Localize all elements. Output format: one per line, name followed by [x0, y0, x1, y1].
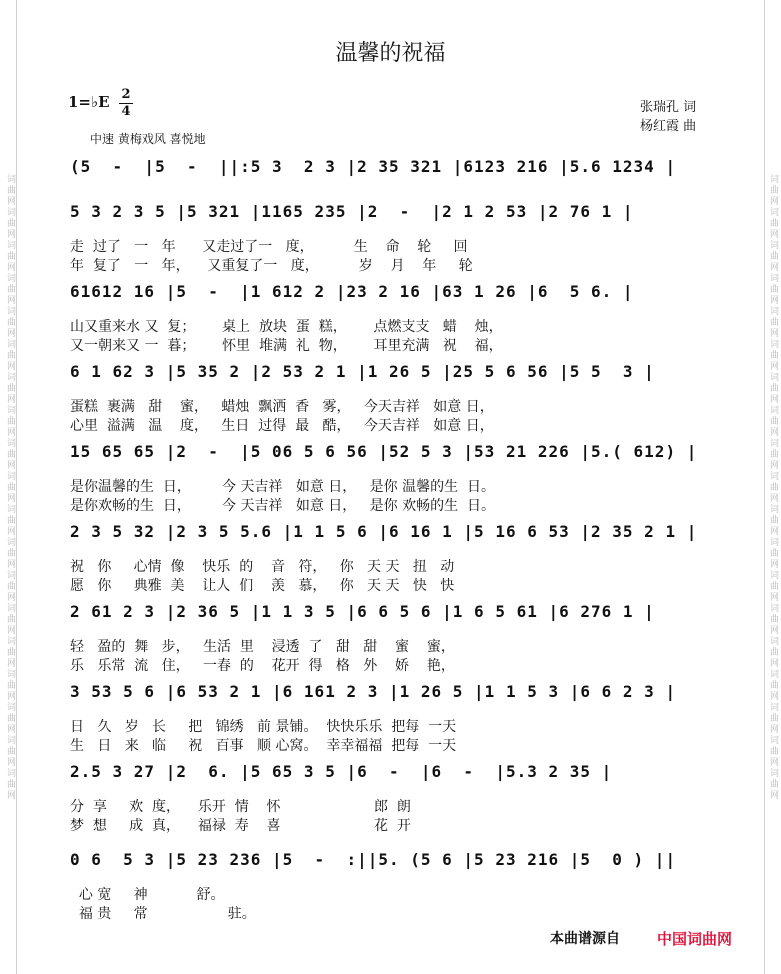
- notation-line: 6 1 62 3 |5 35 2 |2 53 2 1 |1 26 5 |25 5 6 56 |5 5 3 |: [70, 362, 655, 381]
- lyric-line-verse-1: 走 过了 一 年 又走过了一 度， 生 命 轮 回: [70, 239, 468, 255]
- lyric-line-verse-1: 日 久 岁 长 把 锦绣 前 景铺。 快快乐乐 把每 一天: [70, 719, 457, 735]
- notation-line: 2.5 3 27 |2 6. |5 65 3 5 |6 - |6 - |5.3 2 35 |: [70, 762, 613, 781]
- time-signature: [119, 88, 133, 119]
- footer-site-link[interactable]: 中国词曲网: [657, 930, 733, 948]
- score-system: [70, 360, 730, 388]
- notation-line: 61612 16 |5 - |1 612 2 |23 2 16 |63 1 26 |6 5 6. |: [70, 282, 634, 301]
- notation-line: (5 - |5 - ||:5 3 2 3 |2 35 321 |6123 216 |5.6 1234 |: [70, 157, 677, 176]
- lyric-line-verse-1: 分 享 欢 度， 乐开 情 怀 郎 朗: [70, 799, 411, 815]
- score-system: [70, 848, 730, 876]
- lyric-line-verse-1: 心 宽 神 舒。: [70, 887, 225, 903]
- notation-line: 0 6 5 3 |5 23 236 |5 - :||5. (5 6 |5 23 216 |5 0 ) ||: [70, 850, 677, 869]
- right-watermark-strip: 词曲网词曲网词曲网词曲网词曲网词曲网词曲网词曲网词曲网词曲网词曲网词曲网词曲网词曲网词曲网词曲网词曲网词曲网词曲网: [768, 173, 778, 801]
- score-system: [70, 600, 730, 628]
- composer-credit: 杨红霞 曲: [640, 119, 697, 134]
- lyric-line-verse-1: 蛋糕 裹满 甜 蜜， 蜡烛 飘洒 香 雾， 今天吉祥 如意 日，: [70, 399, 494, 415]
- lyric-line-verse-2: 年 复了 一 年， 又重复了一 度， 岁 月 年 轮: [70, 258, 473, 274]
- score-system: [70, 280, 730, 308]
- score-system: [70, 680, 730, 708]
- lyric-line-verse-2: 生 日 来 临 祝 百事 顺 心窝。 幸幸福福 把每 一天: [70, 738, 457, 754]
- meter-top: 2: [121, 87, 131, 102]
- score-system: [70, 760, 730, 788]
- lyric-line-verse-2: 愿 你 典雅 美 让人 们 羡 慕， 你 天 天 快 快: [70, 578, 455, 594]
- score-system: [70, 520, 730, 548]
- lyric-line-verse-1: 祝 你 心情 像 快乐 的 音 符， 你 天 天 扭 动: [70, 559, 455, 575]
- right-border-line: [764, 0, 765, 974]
- notation-line: 5 3 2 3 5 |5 321 |1165 235 |2 - |2 1 2 53 |2 76 1 |: [70, 202, 634, 221]
- lyric-line-verse-2: 是你欢畅的生 日， 今 天吉祥 如意 日， 是你 欢畅的生 日。: [70, 498, 496, 514]
- left-border-line: [16, 0, 17, 974]
- meter-bottom: 4: [121, 104, 131, 119]
- lyric-line-verse-2: 又一朝来又 一 暮； 怀里 堆满 礼 物， 耳里充满 祝 福，: [70, 338, 503, 354]
- notation-line: 2 61 2 3 |2 36 5 |1 1 3 5 |6 6 5 6 |1 6 5 61 |6 276 1 |: [70, 602, 655, 621]
- lyric-line-verse-2: 乐 乐常 流 住， 一春 的 花开 得 格 外 娇 艳，: [70, 658, 455, 674]
- left-watermark-strip: 词曲网词曲网词曲网词曲网词曲网词曲网词曲网词曲网词曲网词曲网词曲网词曲网词曲网词曲网词曲网词曲网词曲网词曲网词曲网: [5, 173, 15, 801]
- score-system: [70, 440, 730, 468]
- score-system: [70, 155, 730, 183]
- lyric-line-verse-2: 福 贵 常 驻。: [70, 906, 256, 922]
- lyric-line-verse-2: 心里 溢满 温 度， 生日 过得 最 酷， 今天吉祥 如意 日，: [70, 418, 494, 434]
- lyric-line-verse-1: 是你温馨的生 日， 今 天吉祥 如意 日， 是你 温馨的生 日。: [70, 479, 496, 495]
- lyric-line-verse-1: 山又重来水 又 复； 桌上 放块 蛋 糕， 点燃支支 蜡 烛，: [70, 319, 503, 335]
- song-title: 温馨的祝福: [335, 41, 446, 66]
- key-signature: 1=♭E: [68, 93, 110, 111]
- lyric-line-verse-1: 轻 盈的 舞 步， 生活 里 浸透 了 甜 甜 蜜 蜜，: [70, 639, 455, 655]
- score-system: [70, 200, 730, 228]
- tempo-marking: 中速 黄梅戏风 喜悦地: [90, 132, 206, 146]
- lyric-line-verse-2: 梦 想 成 真， 福禄 寿 喜 花 开: [70, 818, 411, 834]
- lyricist-credit: 张瑞孔 词: [640, 100, 697, 115]
- notation-line: 2 3 5 32 |2 3 5 5.6 |1 1 5 6 |6 16 1 |5 16 6 53 |2 35 2 1 |: [70, 522, 698, 541]
- notation-line: 15 65 65 |2 - |5 06 5 6 56 |52 5 3 |53 21 226 |5.( 612) |: [70, 442, 698, 461]
- footer-source-text: 本曲谱源自: [550, 931, 620, 947]
- notation-line: 3 53 5 6 |6 53 2 1 |6 161 2 3 |1 26 5 |1 1 5 3 |6 6 2 3 |: [70, 682, 677, 701]
